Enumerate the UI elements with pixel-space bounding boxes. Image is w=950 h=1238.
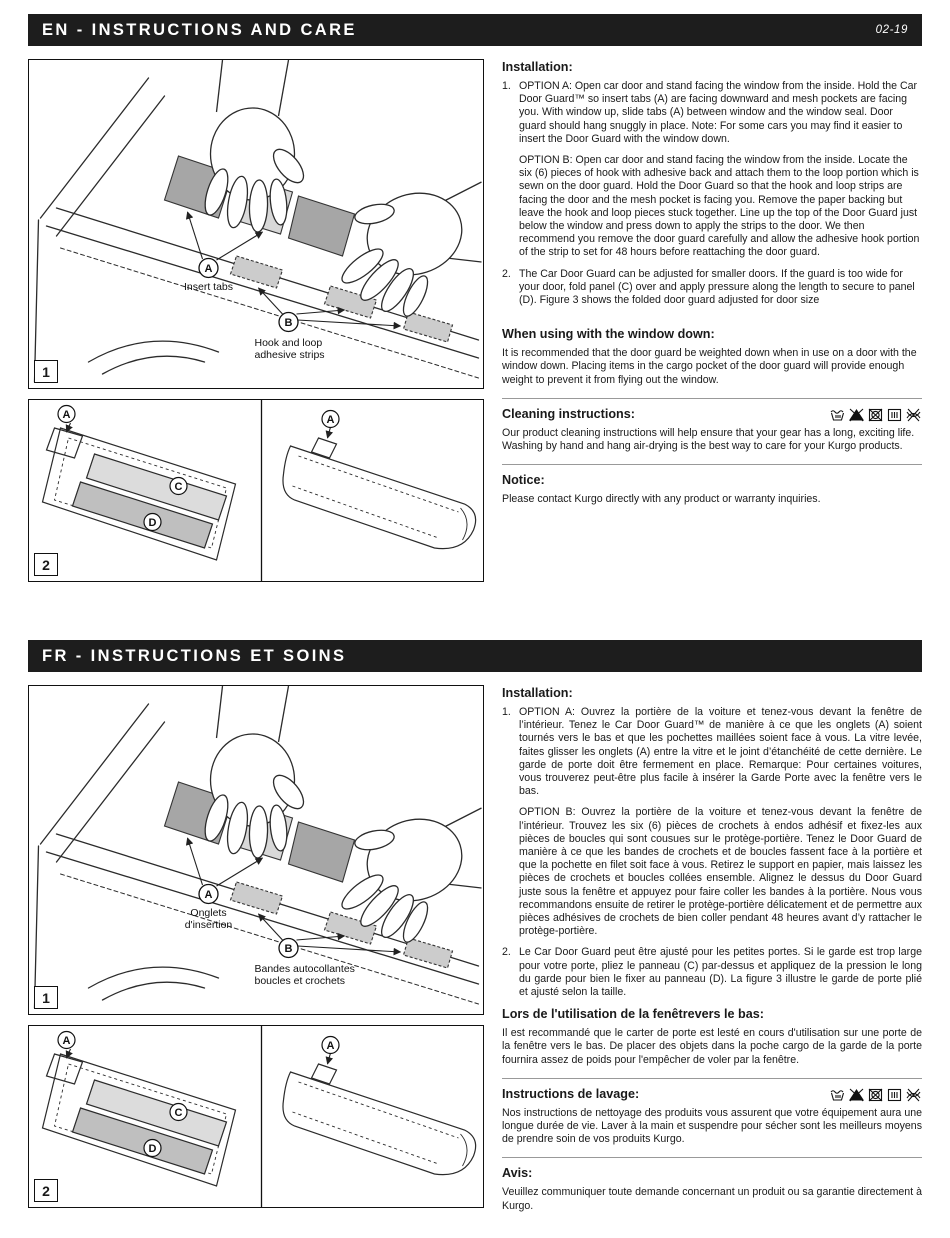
hand-wash-icon [829, 1087, 846, 1102]
do-not-bleach-icon [848, 407, 865, 422]
marker-b: B [284, 943, 293, 955]
hand-top-icon [201, 60, 309, 232]
installation-item-2 [502, 268, 922, 316]
folded-guard-figure [29, 1026, 483, 1207]
adhesive-strip-1 [231, 256, 283, 288]
list-number: 1. [502, 80, 511, 92]
cleaning-heading: Cleaning instructions: [502, 406, 635, 421]
divider [502, 398, 922, 399]
en-header-bar [28, 14, 922, 46]
item2-text: The Car Door Guard can be adjusted for smaller doors. If the guard is too wide for your door, fold panel (C) over and apply pressure along the length to secure to panel (D). Figure 3 shows the folded door guard adjusted for door size [519, 267, 915, 307]
marker-d: D [148, 517, 157, 529]
window-down-heading: When using with the window down: [502, 327, 715, 342]
option-b-text: OPTION B: Ouvrez la portière de la voiture et tenez-vous devant la fenêtre de l’intérieur. Trouvez les six (6) pièces de crochets à endos adhésif et fixez-les aux pièces de boucles qui sont cousues sur le protège-portière. Tenez le Door Guard de manière à ce que les bandes de crochets et de boucles fassent face à la portière et que la pochette en filet soit face à vous. Retirez le support en papier, mais laissez les pièces de crochets et boucles collées ensemble. Alignez le dessus du Door Guard juste sous la fenêtre et appuyez pour faire coller les bandes à la portière. Nous vous recommandons ensuite de retirer le protège-portière délicatement et de permettre aux pièces adhésives de crochets de bien coller pendant 48 heures avant d’y rattacher le protège-portière. [519, 806, 922, 938]
cleaning-heading-row [502, 407, 922, 422]
figure1-number: 1 [34, 360, 58, 383]
car-door-figure [29, 686, 483, 1014]
hand-wash-icon [829, 407, 846, 422]
svg-text:adhesive strips: adhesive strips [254, 349, 325, 361]
notice-heading: Notice: [502, 473, 545, 488]
insert-tab-shape [47, 1054, 83, 1084]
insert-tab-shape [312, 1064, 337, 1084]
insert-tab-shape [47, 428, 83, 458]
divider [502, 464, 922, 465]
en-figure2-box [28, 399, 484, 582]
guard-panel-dark-2 [289, 822, 355, 882]
drip-dry-icon [886, 407, 903, 422]
en-section [28, 14, 922, 582]
figure2-number: 2 [34, 1179, 58, 1202]
folded-guard-figure [29, 400, 483, 581]
page-code: 02-19 [875, 24, 908, 36]
fr-header-title: FR - INSTRUCTIONS ET SOINS [42, 646, 347, 665]
cleaning-text: Our product cleaning instructions will help ensure that your gear has a long, exciting life. Washing by hand and hang air-drying is the best way to care for your Kurgo products. [502, 426, 915, 453]
notice-heading: Avis: [502, 1166, 533, 1181]
care-icons [829, 1087, 922, 1102]
list-number: 1. [502, 706, 511, 718]
label-hook-loop: Bandes autocollantes [254, 963, 355, 975]
cleaning-heading: Instructions de lavage: [502, 1086, 640, 1101]
marker-a: A [326, 414, 335, 426]
marker-a: A [62, 1035, 71, 1047]
fr-section [28, 640, 922, 1221]
list-number: 2. [502, 267, 511, 280]
en-text-column [502, 59, 922, 582]
en-figure1-box [28, 59, 484, 389]
svg-text:boucles et crochets: boucles et crochets [254, 975, 345, 987]
marker-d: D [148, 1143, 157, 1155]
car-door-figure [29, 60, 483, 388]
en-header-title: EN - INSTRUCTIONS AND CARE [42, 20, 357, 39]
fr-text-column [502, 685, 922, 1221]
guard-flat-drawing [43, 1054, 236, 1186]
marker-a: A [326, 1040, 335, 1052]
care-icons [829, 407, 922, 422]
figure1-number: 1 [34, 986, 58, 1009]
installation-item-1 [502, 706, 922, 946]
label-insert-tabs: Insert tabs [183, 281, 234, 293]
marker-b: B [284, 317, 293, 329]
installation-heading: Installation: [502, 686, 573, 700]
callout-arrows [67, 423, 331, 438]
marker-c: C [174, 1107, 183, 1119]
marker-c: C [174, 481, 183, 493]
installation-heading: Installation: [502, 60, 573, 74]
label-hook-loop: Hook and loop [254, 337, 323, 349]
door-handle [89, 967, 219, 988]
marker-a: A [62, 409, 71, 421]
notice-text: Veuillez communiquer toute demande concernant un produit ou sa garantie directement à Kurgo. [502, 1186, 922, 1212]
do-not-bleach-icon [848, 1087, 865, 1102]
guard-folded-drawing [283, 1064, 476, 1175]
divider [502, 1157, 922, 1158]
fr-figure2-box [28, 1025, 484, 1208]
label-insert-tabs: Onglets [190, 907, 227, 919]
window-down-heading: Lors de l'utilisation de la fenêtrevers le bas: [502, 1007, 764, 1022]
svg-text:d'insertion: d'insertion [184, 919, 233, 931]
guard-folded-drawing [283, 438, 476, 549]
marker-a: A [204, 263, 213, 275]
cleaning-heading-row [502, 1087, 922, 1102]
drip-dry-icon [886, 1087, 903, 1102]
hand-top-icon [201, 686, 309, 858]
notice-text: Please contact Kurgo directly with any product or warranty inquiries. [502, 493, 821, 506]
divider [502, 1078, 922, 1079]
window-down-text: It is recommended that the door guard be weighted down when in use on a door with the window down. Placing items in the cargo pocket of the door guard will provide enough weight to prevent it from flying out the window. [502, 347, 917, 386]
do-not-wring-icon [905, 407, 922, 422]
fr-header-bar [28, 640, 922, 672]
installation-item-2 [502, 946, 922, 1007]
insert-tab-shape [312, 438, 337, 458]
option-a-text: OPTION A: Ouvrez la portière de la voiture et tenez-vous devant la fenêtre de l’intérieur. Tenez le Car Door Guard™ de manière à ce que les onglets (A) soient tournés vers le bas et que les pochettes maillées soient face à vous. La vitre levée, faites glisser les onglets (A) entre la vitre et le joint d’étanchéité de cette dernière. Le garde de porte doit être fermement en place. Remarque: Pour certaines voitures, vous trouverez peut-être plus facile à insérer la Garde Porte avec la fenêtre vers le bas. [519, 706, 922, 798]
cleaning-text: Nos instructions de nettoyage des produits vous assurent que votre équipement aura une longue durée de vie. Laver à la main et suspendre pour sécher sont les meilleurs moyens de prendre soin de vos produits Kurgo. [502, 1106, 922, 1146]
callout-arrows [67, 1049, 331, 1064]
window-down-text: Il est recommandé que le carter de porte est lesté en cours d'utilisation sur une porte de la fenêtre vers le bas. De placer des objets dans la poche cargo de la garde de la porte fournira assez de poids pour l'empêcher de voler par la fenêtre. [502, 1027, 922, 1066]
figure2-number: 2 [34, 553, 58, 576]
fr-figure1-box [28, 685, 484, 1015]
fr-figures-column [28, 685, 484, 1221]
option-a-text: OPTION A: Open car door and stand facing the window from the inside. Hold the Car Door Guard™ so insert tabs (A) are facing downward and mesh pockets are facing you. With window up, slide tabs (A) between window and the window seal. Door guard should hang snuggly in place. Note: For some cars you may find it easier to insert the Door Guard with the window down. [519, 80, 918, 145]
adhesive-strip-1 [231, 882, 283, 914]
marker-a: A [204, 889, 213, 901]
item2-text: Le Car Door Guard peut être ajusté pour les petites portes. Si le garde est trop large pour votre porte, pliez le panneau (C) par-dessus et appliquez de la pression le long du garde pour bien le fixer au panneau (D). La figure 3 illustre le garde de porte plié et ajusté selon la taille. [519, 946, 922, 999]
do-not-tumble-dry-icon [867, 1087, 884, 1102]
installation-item-1 [502, 80, 922, 268]
do-not-tumble-dry-icon [867, 407, 884, 422]
list-number: 2. [502, 946, 511, 959]
do-not-wring-icon [905, 1087, 922, 1102]
en-figures-column [28, 59, 484, 582]
door-handle [89, 341, 219, 362]
guard-flat-drawing [43, 428, 236, 560]
option-b-text: OPTION B: Open car door and stand facing the window from the inside. Locate the six (6) pieces of hook with adhesive back and attach them to the loop portion which is sewn on the door guard. Hold the Door Guard so that the hook and loop strips are facing the door and the mesh pocket is facing you. Remove the paper backing but leave the hook and loop pieces stuck together. Line up the top of the Door Guard just below the window and press down to apply the strips to the door. We then recommend you remove the door guard carefully and allow the adhesive hook portion of the strip to set for 48 hours before reattaching the door guard. [519, 154, 920, 259]
guard-panel-dark-2 [289, 196, 355, 256]
